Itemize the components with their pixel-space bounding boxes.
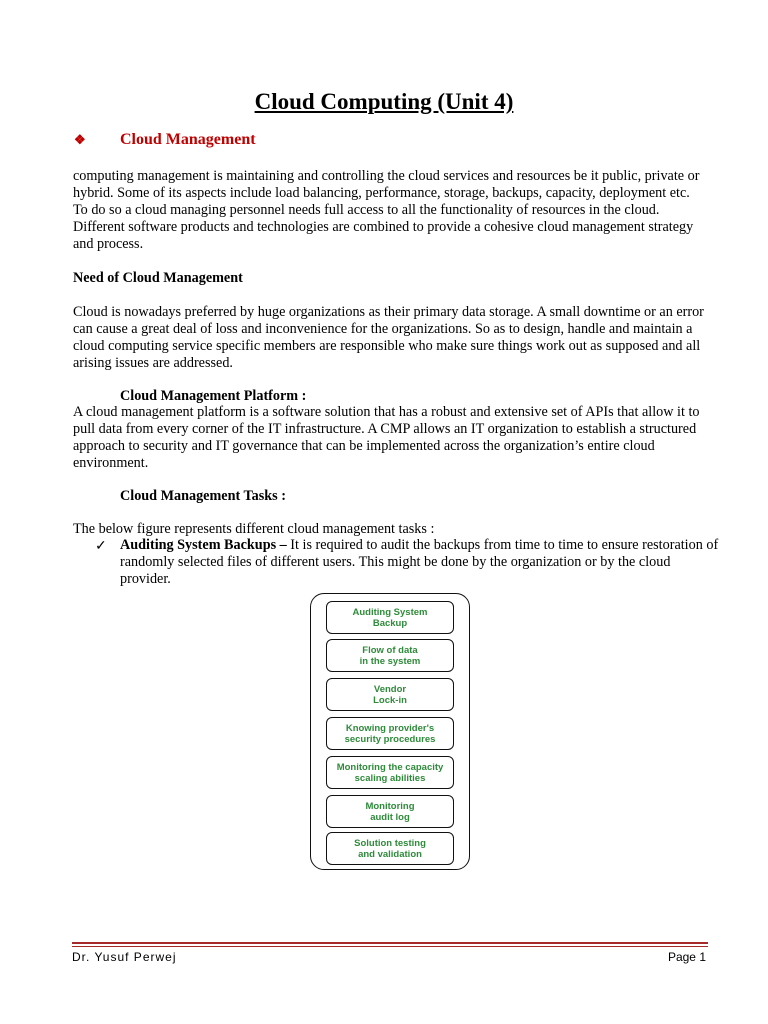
section-heading-text: Cloud Management — [120, 131, 256, 148]
page-title: Cloud Computing (Unit 4) — [254, 89, 514, 114]
platform-paragraph: A cloud management platform is a software solution that has a robust and extensive set of APIs that allow it to pull data from every corner of the IT infrastructure. A CMP allows an IT organization to establish a structured approach to security and IT governance that can be implemented across the organization’s entire cloud environment. — [73, 404, 700, 471]
intro-paragraph: computing management is maintaining and controlling the cloud services and resources be it public, private or hybrid. Some of its aspects include load balancing, performance, storage, backups, capacity, deployment etc. To do so a cloud managing personnel needs full access to all the functionality of resources in the cloud. Different software products and technologies are combined to provide a cohesive cloud management strategy and process. — [73, 168, 700, 252]
tasks-figure — [310, 593, 470, 870]
diamond-bullet-icon: ❖ — [74, 132, 86, 147]
task-item-body: It is required to audit the backups from time to time to ensure restoration of randomly selected files of different users. This might be done by the organization or by the cloud provider. — [120, 537, 719, 587]
footer-page-number: Page 1 — [667, 950, 706, 964]
task-item — [120, 537, 720, 588]
tasks-intro: The below figure represents different cloud management tasks : — [73, 521, 435, 537]
footer-rule — [72, 942, 708, 944]
figure-box-backup: Auditing System Backup — [326, 601, 454, 634]
need-paragraph: Cloud is nowadays preferred by huge organizations as their primary data storage. A small downtime or an error can cause a great deal of loss and inconvenience for the organizations. So as to design, handle and maintain a cloud computing service specific members are responsible who make sure things work out as supposed and all arising issues are addressed. — [73, 304, 704, 371]
figure-box-solution-testing: Solution testing and validation — [326, 832, 454, 865]
figure-box-security-procedures: Knowing provider's security procedures — [326, 717, 454, 750]
figure-box-vendor-lockin: Vendor Lock-in — [326, 678, 454, 711]
figure-box-data-flow: Flow of data in the system — [326, 639, 454, 672]
footer-author: Dr. Yusuf Perwej — [72, 950, 177, 964]
figure-box-audit-log: Monitoring audit log — [326, 795, 454, 828]
checkmark-icon: ✓ — [95, 539, 107, 554]
figure-box-capacity-scaling: Monitoring the capacity scaling abilities — [326, 756, 454, 789]
section-heading — [74, 131, 694, 149]
tasks-heading: Cloud Management Tasks : — [120, 488, 286, 504]
task-item-title: Auditing System Backups – — [120, 537, 287, 553]
need-heading: Need of Cloud Management — [73, 270, 243, 286]
footer-rule-thin — [72, 946, 708, 947]
platform-heading: Cloud Management Platform : — [120, 388, 307, 404]
